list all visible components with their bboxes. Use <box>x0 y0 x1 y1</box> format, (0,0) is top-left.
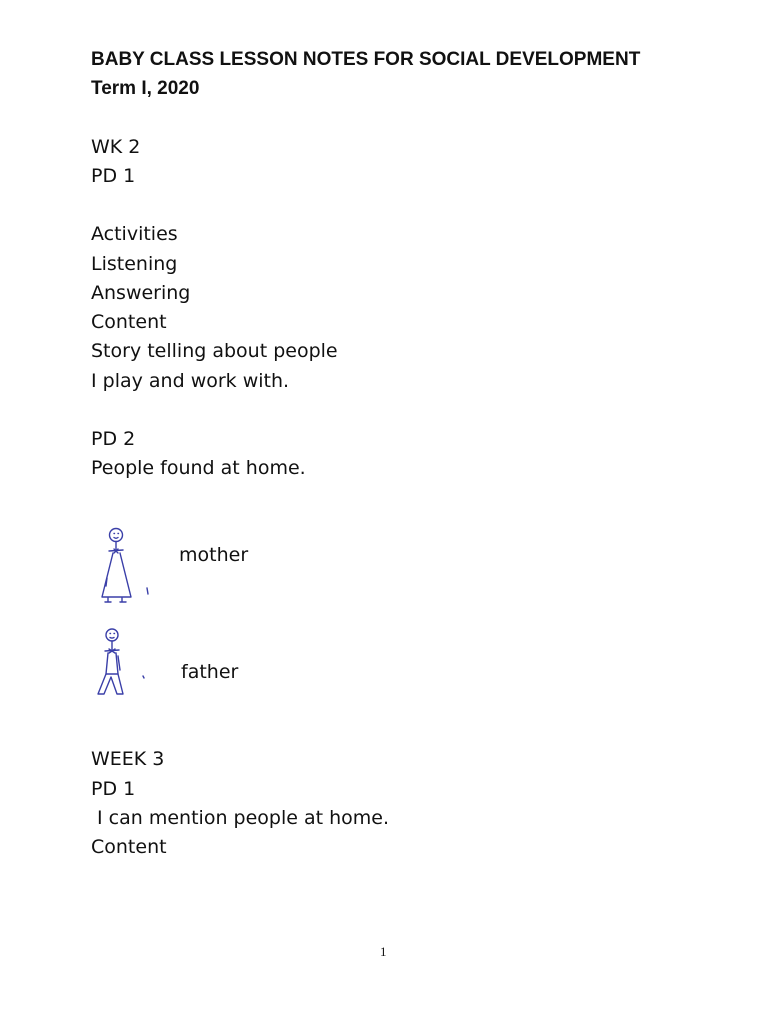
week-3-content-heading: Content <box>91 836 167 858</box>
activity-item-listening: Listening <box>91 253 178 275</box>
content-line: I play and work with. <box>91 370 290 392</box>
mother-label: mother <box>179 544 249 566</box>
activity-item-answering: Answering <box>91 282 191 304</box>
father-label: father <box>181 661 239 683</box>
page-number: 1 <box>380 944 387 959</box>
week-2-period-1-label: PD 1 <box>91 165 136 187</box>
father-drawing <box>92 622 152 700</box>
content-heading: Content <box>91 311 167 333</box>
content-line: Story telling about people <box>91 340 338 362</box>
period-2-label: PD 2 <box>91 428 136 450</box>
week-2-label: WK 2 <box>91 136 141 158</box>
week-3-text: I can mention people at home. <box>91 807 390 829</box>
activities-heading: Activities <box>91 223 178 245</box>
week-3-label: WEEK 3 <box>91 748 165 770</box>
document-subtitle: Term I, 2020 <box>91 78 200 99</box>
mother-drawing <box>92 520 152 606</box>
document-title: BABY CLASS LESSON NOTES FOR SOCIAL DEVELOPMENT <box>91 49 641 70</box>
week-3-period-1-label: PD 1 <box>91 778 136 800</box>
period-2-text: People found at home. <box>91 457 306 479</box>
